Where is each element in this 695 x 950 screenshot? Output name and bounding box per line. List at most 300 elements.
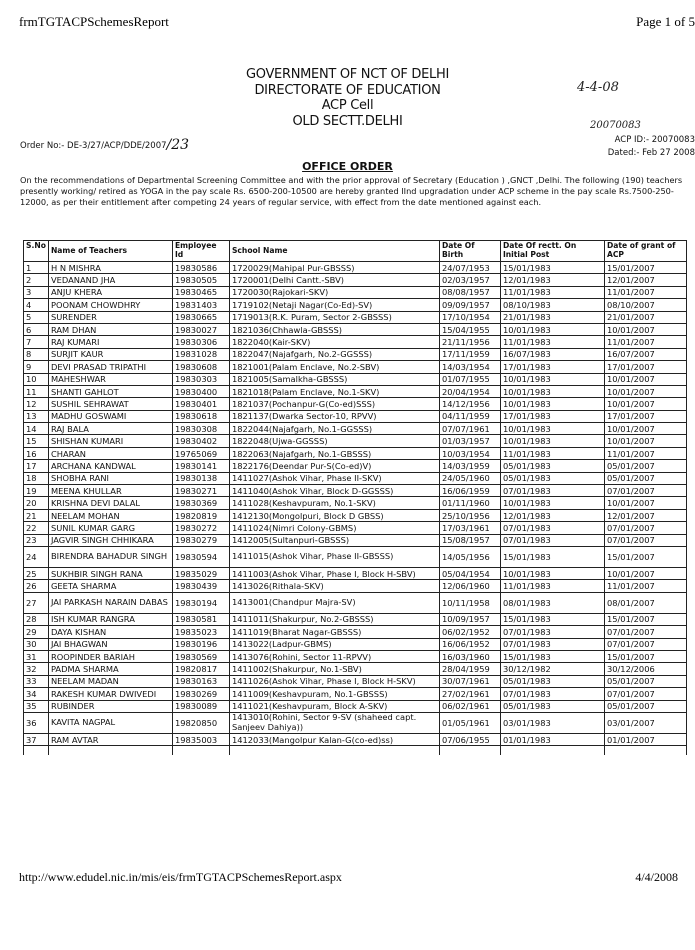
cell-school-name: 1412005(Sultanpuri-GBSSS)	[229, 534, 439, 546]
table-row	[24, 348, 687, 360]
cell-name: JAGVIR SINGH CHHIKARA	[48, 534, 172, 546]
cell-date-of-birth: 09/09/1957	[439, 299, 500, 311]
cell-name: DEVI PRASAD TRIPATHI	[48, 361, 172, 373]
cell-date-of-birth: 24/05/1960	[439, 472, 500, 484]
cell-sno: 12	[24, 398, 49, 410]
cell-employee-id: 19830196	[172, 638, 229, 650]
cell-school-name: 1412130(Mongolpuri, Block D GBSS)	[229, 509, 439, 521]
cell-sno: 8	[24, 348, 49, 360]
cell-date-of-birth: 16/03/1960	[439, 650, 500, 662]
cell-date-of-birth: 04/11/1959	[439, 410, 500, 422]
table-header-row	[24, 241, 687, 262]
header-name: Name of Teachers	[48, 241, 172, 262]
cell-date-of-birth: 08/08/1957	[439, 286, 500, 298]
table-row	[24, 336, 687, 348]
cell-school-name: 1411026(Ashok Vihar, Phase I, Block H-SKV)	[229, 675, 439, 687]
cell-sno: 24	[24, 546, 49, 567]
cell-date-of-acp-grant: 11/01/2007	[604, 447, 686, 459]
cell-school-name: 1413022(Ladpur-GBMS)	[229, 638, 439, 650]
cell-date-of-birth: 24/07/1953	[439, 262, 500, 274]
cell-name: SHOBHA RANI	[48, 472, 172, 484]
cell-name: RAM AVTAR	[48, 733, 172, 745]
cell-name: H N MISHRA	[48, 262, 172, 274]
cell-employee-id: 19830618	[172, 410, 229, 422]
table-row	[24, 274, 687, 286]
print-header-page-indicator: Page 1 of 5	[636, 14, 695, 29]
cell-date-of-acp-grant: 05/01/2007	[604, 700, 686, 712]
cell-name: KAVITA NAGPAL	[48, 712, 172, 733]
cell-name: MEENA KHULLAR	[48, 485, 172, 497]
cell-sno: 5	[24, 311, 49, 323]
cell-name: RAJ KUMARI	[48, 336, 172, 348]
cell-date-of-acp-grant: 16/07/2007	[604, 348, 686, 360]
cell-date-of-recruitment: 07/01/1983	[500, 626, 604, 638]
cell-date-of-acp-grant: 07/01/2007	[604, 688, 686, 700]
cell-date-of-birth: 21/11/1956	[439, 336, 500, 348]
cell-date-of-acp-grant: 10/01/2007	[604, 567, 686, 579]
cell-date-of-acp-grant: 10/01/2007	[604, 423, 686, 435]
table-row	[24, 361, 687, 373]
cell-name: JAI BHAGWAN	[48, 638, 172, 650]
cell-date-of-recruitment: 08/10/1983	[500, 299, 604, 311]
cell-name: SUNIL KUMAR GARG	[48, 522, 172, 534]
cell-date-of-acp-grant: 10/01/2007	[604, 373, 686, 385]
cell-employee-id: 19830141	[172, 460, 229, 472]
cell-date-of-birth: 06/02/1952	[439, 626, 500, 638]
cell-sno: 2	[24, 274, 49, 286]
cell-date-of-birth: 12/06/1960	[439, 580, 500, 592]
cell-school-name: 1411024(Nimri Colony-GBMS)	[229, 522, 439, 534]
table-row	[24, 638, 687, 650]
cell-school-name: 1821036(Chhawla-GBSSS)	[229, 323, 439, 335]
print-footer-date: 4/4/2008	[635, 870, 678, 884]
table-row	[24, 286, 687, 298]
cell-date-of-birth: 01/05/1961	[439, 712, 500, 733]
cell-school-name: 1411027(Ashok Vihar, Phase II-SKV)	[229, 472, 439, 484]
cell-date-of-birth: 17/10/1954	[439, 311, 500, 323]
cell-employee-id: 19830089	[172, 700, 229, 712]
cell-name: ARCHANA KANDWAL	[48, 460, 172, 472]
cell-date-of-acp-grant: 15/01/2007	[604, 613, 686, 625]
cell-date-of-acp-grant: 07/01/2007	[604, 485, 686, 497]
cell-date-of-recruitment: 11/01/1983	[500, 286, 604, 298]
cell-date-of-recruitment: 07/01/1983	[500, 485, 604, 497]
cell-employee-id: 19830586	[172, 262, 229, 274]
cell-date-of-birth: 16/06/1952	[439, 638, 500, 650]
cell-school-name: 1411021(Keshavpuram, Block A-SKV)	[229, 700, 439, 712]
table-row	[24, 626, 687, 638]
cell-date-of-recruitment: 07/01/1983	[500, 522, 604, 534]
cell-date-of-recruitment: 07/01/1983	[500, 534, 604, 546]
cell-date-of-birth: 05/04/1954	[439, 567, 500, 579]
cell-school-name: 1822063(Najafgarh, No.1-GBSSS)	[229, 447, 439, 459]
cell-name: BIRENDRA BAHADUR SINGH	[48, 546, 172, 567]
cell-employee-id: 19830402	[172, 435, 229, 447]
cell-date-of-recruitment: 05/01/1983	[500, 700, 604, 712]
cell-date-of-acp-grant: 21/01/2007	[604, 311, 686, 323]
cell-date-of-recruitment: 10/01/1983	[500, 373, 604, 385]
cell-date-of-acp-grant: 03/01/2007	[604, 712, 686, 733]
cell-employee-id: 19830594	[172, 546, 229, 567]
cell-school-name: 1822048(Ujwa-GGSSS)	[229, 435, 439, 447]
cell-sno: 28	[24, 613, 49, 625]
table-row	[24, 534, 687, 546]
table-row	[24, 700, 687, 712]
table-row	[24, 567, 687, 579]
cell-date-of-birth: 15/04/1955	[439, 323, 500, 335]
table-row	[24, 398, 687, 410]
cell-school-name: 1411002(Shakurpur, No.1-SBV)	[229, 663, 439, 675]
cell-date-of-birth: 30/07/1961	[439, 675, 500, 687]
cell-date-of-recruitment: 07/01/1983	[500, 638, 604, 650]
cell-sno: 13	[24, 410, 49, 422]
order-number	[20, 136, 189, 152]
cell-name: RAM DHAN	[48, 323, 172, 335]
cell-name: RUBINDER	[48, 700, 172, 712]
cell-date-of-acp-grant: 11/01/2007	[604, 286, 686, 298]
cell-date-of-birth: 14/12/1956	[439, 398, 500, 410]
cell-school-name: 1413076(Rohini, Sector 11-RPVV)	[229, 650, 439, 662]
cell-date-of-acp-grant: 05/01/2007	[604, 472, 686, 484]
org-line-cell: ACP Cell	[321, 98, 374, 113]
cell-date-of-birth: 28/04/1959	[439, 663, 500, 675]
cell-employee-id: 19830308	[172, 423, 229, 435]
cell-date-of-birth: 10/11/1958	[439, 592, 500, 613]
table-row	[24, 323, 687, 335]
table-row	[24, 580, 687, 592]
cell-date-of-birth: 06/02/1961	[439, 700, 500, 712]
cell-employee-id: 19830439	[172, 580, 229, 592]
table-row	[24, 262, 687, 274]
cell-sno: 4	[24, 299, 49, 311]
cell-school-name: 1822044(Najafgarh, No.1-GGSSS)	[229, 423, 439, 435]
cell-name: KRISHNA DEVI DALAL	[48, 497, 172, 509]
header-date-of-birth: Date Of Birth	[439, 241, 500, 262]
cell-sno: 10	[24, 373, 49, 385]
cell-name: GEETA SHARMA	[48, 580, 172, 592]
cell-sno: 27	[24, 592, 49, 613]
cell-school-name: 1411015(Ashok Vihar, Phase II-GBSSS)	[229, 546, 439, 567]
cell-date-of-acp-grant: 07/01/2007	[604, 638, 686, 650]
cell-date-of-birth: 17/11/1959	[439, 348, 500, 360]
cell-employee-id: 19830272	[172, 522, 229, 534]
empty-cell	[172, 746, 229, 755]
cell-sno: 1	[24, 262, 49, 274]
cell-date-of-acp-grant: 12/01/2007	[604, 274, 686, 286]
cell-name: CHARAN	[48, 447, 172, 459]
cell-school-name: 1411040(Ashok Vihar, Block D-GGSSS)	[229, 485, 439, 497]
cell-name: DAYA KISHAN	[48, 626, 172, 638]
table-row	[24, 460, 687, 472]
cell-school-name: 1411019(Bharat Nagar-GBSSS)	[229, 626, 439, 638]
handwritten-number: 20070083	[590, 120, 641, 131]
table-row	[24, 712, 687, 733]
cell-date-of-acp-grant: 10/01/2007	[604, 398, 686, 410]
cell-employee-id: 19820817	[172, 663, 229, 675]
cell-date-of-acp-grant: 11/01/2007	[604, 580, 686, 592]
handwritten-order-suffix: /23	[166, 137, 190, 153]
cell-date-of-acp-grant: 17/01/2007	[604, 410, 686, 422]
cell-employee-id: 19830303	[172, 373, 229, 385]
table-row	[24, 675, 687, 687]
cell-name: ROOPINDER BARIAH	[48, 650, 172, 662]
table-row	[24, 485, 687, 497]
cell-date-of-recruitment: 11/01/1983	[500, 580, 604, 592]
cell-date-of-birth: 14/03/1954	[439, 361, 500, 373]
cell-name: SHANTI GAHLOT	[48, 385, 172, 397]
cell-date-of-acp-grant: 07/01/2007	[604, 534, 686, 546]
cell-date-of-birth: 01/11/1960	[439, 497, 500, 509]
cell-date-of-acp-grant: 07/01/2007	[604, 626, 686, 638]
cell-date-of-birth: 10/09/1957	[439, 613, 500, 625]
table-row	[24, 311, 687, 323]
cell-employee-id: 19830269	[172, 688, 229, 700]
cell-sno: 9	[24, 361, 49, 373]
empty-cell	[500, 746, 604, 755]
cell-date-of-birth: 14/05/1956	[439, 546, 500, 567]
table-row	[24, 472, 687, 484]
org-line-government: GOVERNMENT OF NCT OF DELHI	[245, 67, 449, 82]
header-sno: S.No	[24, 241, 49, 262]
cell-school-name: 1413001(Chandpur Majra-SV)	[229, 592, 439, 613]
cell-date-of-recruitment: 30/12/1982	[500, 663, 604, 675]
empty-cell	[604, 746, 686, 755]
table-row	[24, 613, 687, 625]
cell-date-of-acp-grant: 08/01/2007	[604, 592, 686, 613]
table-row	[24, 447, 687, 459]
cell-date-of-recruitment: 15/01/1983	[500, 262, 604, 274]
cell-name: MADHU GOSWAMI	[48, 410, 172, 422]
table-row	[24, 522, 687, 534]
cell-date-of-recruitment: 05/01/1983	[500, 675, 604, 687]
table-row	[24, 663, 687, 675]
cell-sno: 21	[24, 509, 49, 521]
cell-date-of-acp-grant: 05/01/2007	[604, 460, 686, 472]
cell-name: POONAM CHOWDHRY	[48, 299, 172, 311]
cell-employee-id: 19835023	[172, 626, 229, 638]
table-row	[24, 435, 687, 447]
cell-sno: 18	[24, 472, 49, 484]
cell-sno: 25	[24, 567, 49, 579]
cell-date-of-acp-grant: 05/01/2007	[604, 675, 686, 687]
cell-name: SURENDER	[48, 311, 172, 323]
cell-date-of-acp-grant: 15/01/2007	[604, 650, 686, 662]
cell-date-of-recruitment: 10/01/1983	[500, 398, 604, 410]
cell-sno: 11	[24, 385, 49, 397]
cell-date-of-recruitment: 07/01/1983	[500, 688, 604, 700]
empty-cell	[229, 746, 439, 755]
cell-sno: 29	[24, 626, 49, 638]
cell-date-of-birth: 27/02/1961	[439, 688, 500, 700]
cell-employee-id: 19830194	[172, 592, 229, 613]
cell-date-of-recruitment: 10/01/1983	[500, 435, 604, 447]
cell-date-of-birth: 20/04/1954	[439, 385, 500, 397]
cell-name: SURJIT KAUR	[48, 348, 172, 360]
cell-employee-id: 19830569	[172, 650, 229, 662]
cell-school-name: 1720030(Rajokari-SKV)	[229, 286, 439, 298]
cell-school-name: 1821005(Samalkha-GBSSS)	[229, 373, 439, 385]
cell-name: MAHESHWAR	[48, 373, 172, 385]
handwritten-date: 4-4-08	[577, 80, 619, 95]
order-paragraph: On the recommendations of Departmental Screening Committee and with the prior approval of Secretary (Education ) ,GNCT ,Delhi. The following (190) teachers presently working/ retired as YOGA in the pay scale Rs. 6500-200-10500 are hereby granted IInd upgradation under ACP scheme in the pay scale Rs.7500-250-12000, as per their entitlement after competing 24 years of regular service, with effect from the date mentioned against each.	[20, 175, 683, 207]
header-date-of-recruitment: Date Of rectt. On Initial Post	[500, 241, 604, 262]
cell-employee-id: 19820850	[172, 712, 229, 733]
cell-date-of-birth: 02/03/1957	[439, 274, 500, 286]
empty-cell	[24, 746, 49, 755]
print-header-form-name: frmTGTACPSchemesReport	[19, 14, 169, 29]
table-row	[24, 509, 687, 521]
cell-date-of-acp-grant: 08/10/2007	[604, 299, 686, 311]
table-row	[24, 546, 687, 567]
cell-school-name: 1411028(Keshavpuram, No.1-SKV)	[229, 497, 439, 509]
cell-employee-id: 19830505	[172, 274, 229, 286]
cell-sno: 22	[24, 522, 49, 534]
cell-date-of-acp-grant: 10/01/2007	[604, 385, 686, 397]
cell-sno: 30	[24, 638, 49, 650]
cell-date-of-recruitment: 05/01/1983	[500, 460, 604, 472]
cell-employee-id: 19830163	[172, 675, 229, 687]
cell-date-of-recruitment: 03/01/1983	[500, 712, 604, 733]
cell-employee-id: 19820819	[172, 509, 229, 521]
cell-date-of-recruitment: 10/01/1983	[500, 497, 604, 509]
cell-employee-id: 19830401	[172, 398, 229, 410]
cell-sno: 17	[24, 460, 49, 472]
cell-school-name: 1720029(Mahipal Pur-GBSSS)	[229, 262, 439, 274]
cell-employee-id: 19830581	[172, 613, 229, 625]
cell-sno: 23	[24, 534, 49, 546]
cell-date-of-recruitment: 21/01/1983	[500, 311, 604, 323]
table-row	[24, 423, 687, 435]
cell-employee-id: 19830665	[172, 311, 229, 323]
dated: Dated:- Feb 27 2008	[607, 148, 695, 158]
table-body	[24, 262, 687, 755]
table-row	[24, 373, 687, 385]
cell-date-of-acp-grant: 15/01/2007	[604, 262, 686, 274]
header-date-of-acp-grant: Date of grant of ACP	[604, 241, 686, 262]
cell-date-of-recruitment: 15/01/1983	[500, 546, 604, 567]
cell-date-of-recruitment: 17/01/1983	[500, 361, 604, 373]
cell-name: SUSHIL SEHRAWAT	[48, 398, 172, 410]
cell-date-of-birth: 14/03/1959	[439, 460, 500, 472]
cell-date-of-recruitment: 08/01/1983	[500, 592, 604, 613]
cell-date-of-recruitment: 05/01/1983	[500, 472, 604, 484]
cell-sno: 31	[24, 650, 49, 662]
org-line-address: OLD SECTT.DELHI	[292, 113, 403, 129]
cell-school-name: 1821037(Pochanpur-G(Co-ed)SSS)	[229, 398, 439, 410]
cell-employee-id: 19830400	[172, 385, 229, 397]
cell-school-name: 1411011(Shakurpur, No.2-GBSSS)	[229, 613, 439, 625]
cell-date-of-birth: 25/10/1956	[439, 509, 500, 521]
cell-school-name: 1822040(Kair-SKV)	[229, 336, 439, 348]
cell-employee-id: 19830027	[172, 323, 229, 335]
cell-sno: 19	[24, 485, 49, 497]
cell-name: SHISHAN KUMARI	[48, 435, 172, 447]
cell-sno: 32	[24, 663, 49, 675]
acp-id-block	[608, 134, 695, 160]
cell-date-of-recruitment: 15/01/1983	[500, 613, 604, 625]
cell-school-name: 1821001(Palam Enclave, No.2-SBV)	[229, 361, 439, 373]
cell-date-of-recruitment: 12/01/1983	[500, 274, 604, 286]
cell-date-of-birth: 01/07/1955	[439, 373, 500, 385]
cell-date-of-birth: 17/03/1961	[439, 522, 500, 534]
cell-name: VEDANAND JHA	[48, 274, 172, 286]
acp-id: ACP ID:- 20070083	[614, 135, 695, 145]
cell-sno: 33	[24, 675, 49, 687]
cell-employee-id: 19830279	[172, 534, 229, 546]
cell-date-of-acp-grant: 12/01/2007	[604, 509, 686, 521]
cell-school-name: 1719013(R.K. Puram, Sector 2-GBSSS)	[229, 311, 439, 323]
cell-school-name: 1821018(Palam Enclave, No.1-SKV)	[229, 385, 439, 397]
header-school-name: School Name	[229, 241, 439, 262]
cell-name: ANJU KHERA	[48, 286, 172, 298]
cell-sno: 36	[24, 712, 49, 733]
table-row	[24, 299, 687, 311]
table-row	[24, 410, 687, 422]
cell-employee-id: 19830138	[172, 472, 229, 484]
cell-sno: 20	[24, 497, 49, 509]
table-row	[24, 592, 687, 613]
org-line-directorate: DIRECTORATE OF EDUCATION	[254, 82, 441, 98]
cell-sno: 14	[24, 423, 49, 435]
cell-name: PADMA SHARMA	[48, 663, 172, 675]
cell-school-name: 1411009(Keshavpuram, No.1-GBSSS)	[229, 688, 439, 700]
table-row-continuation	[24, 746, 687, 755]
cell-school-name: 1822176(Deendar Pur-S(Co-ed)V)	[229, 460, 439, 472]
empty-cell	[439, 746, 500, 755]
cell-date-of-acp-grant: 30/12/2006	[604, 663, 686, 675]
cell-date-of-recruitment: 10/01/1983	[500, 323, 604, 335]
office-order-title: OFFICE ORDER	[302, 160, 393, 173]
table-row	[24, 733, 687, 745]
print-footer-url: http://www.edudel.nic.in/mis/eis/frmTGTACPSchemesReport.aspx	[19, 870, 342, 884]
empty-cell	[48, 746, 172, 755]
cell-sno: 6	[24, 323, 49, 335]
cell-employee-id: 19830271	[172, 485, 229, 497]
cell-sno: 35	[24, 700, 49, 712]
cell-date-of-recruitment: 17/01/1983	[500, 410, 604, 422]
cell-date-of-recruitment: 10/01/1983	[500, 567, 604, 579]
cell-school-name: 1412033(Mangolpur Kalan-G(co-ed)ss)	[229, 733, 439, 745]
cell-date-of-birth: 07/07/1961	[439, 423, 500, 435]
cell-employee-id: 19831403	[172, 299, 229, 311]
cell-sno: 26	[24, 580, 49, 592]
cell-date-of-acp-grant: 11/01/2007	[604, 336, 686, 348]
cell-date-of-acp-grant: 10/01/2007	[604, 323, 686, 335]
cell-date-of-recruitment: 10/01/1983	[500, 423, 604, 435]
cell-date-of-acp-grant: 10/01/2007	[604, 435, 686, 447]
table-row	[24, 497, 687, 509]
cell-name: NEELAM MOHAN	[48, 509, 172, 521]
cell-employee-id: 19835003	[172, 733, 229, 745]
order-number-text: Order No:- DE-3/27/ACP/DDE/2007	[20, 141, 167, 151]
cell-date-of-birth: 01/03/1957	[439, 435, 500, 447]
cell-date-of-birth: 16/06/1959	[439, 485, 500, 497]
cell-date-of-recruitment: 15/01/1983	[500, 650, 604, 662]
cell-employee-id: 19830369	[172, 497, 229, 509]
cell-employee-id: 19765069	[172, 447, 229, 459]
cell-name: JAI PARKASH NARAIN DABAS	[48, 592, 172, 613]
cell-date-of-birth: 07/06/1955	[439, 733, 500, 745]
cell-date-of-recruitment: 10/01/1983	[500, 385, 604, 397]
cell-sno: 34	[24, 688, 49, 700]
cell-date-of-acp-grant: 07/01/2007	[604, 522, 686, 534]
table-row	[24, 385, 687, 397]
cell-date-of-acp-grant: 10/01/2007	[604, 497, 686, 509]
cell-sno: 15	[24, 435, 49, 447]
table-row	[24, 688, 687, 700]
cell-name: RAKESH KUMAR DWIVEDI	[48, 688, 172, 700]
cell-school-name: 1411003(Ashok Vihar, Phase I, Block H-SBV)	[229, 567, 439, 579]
